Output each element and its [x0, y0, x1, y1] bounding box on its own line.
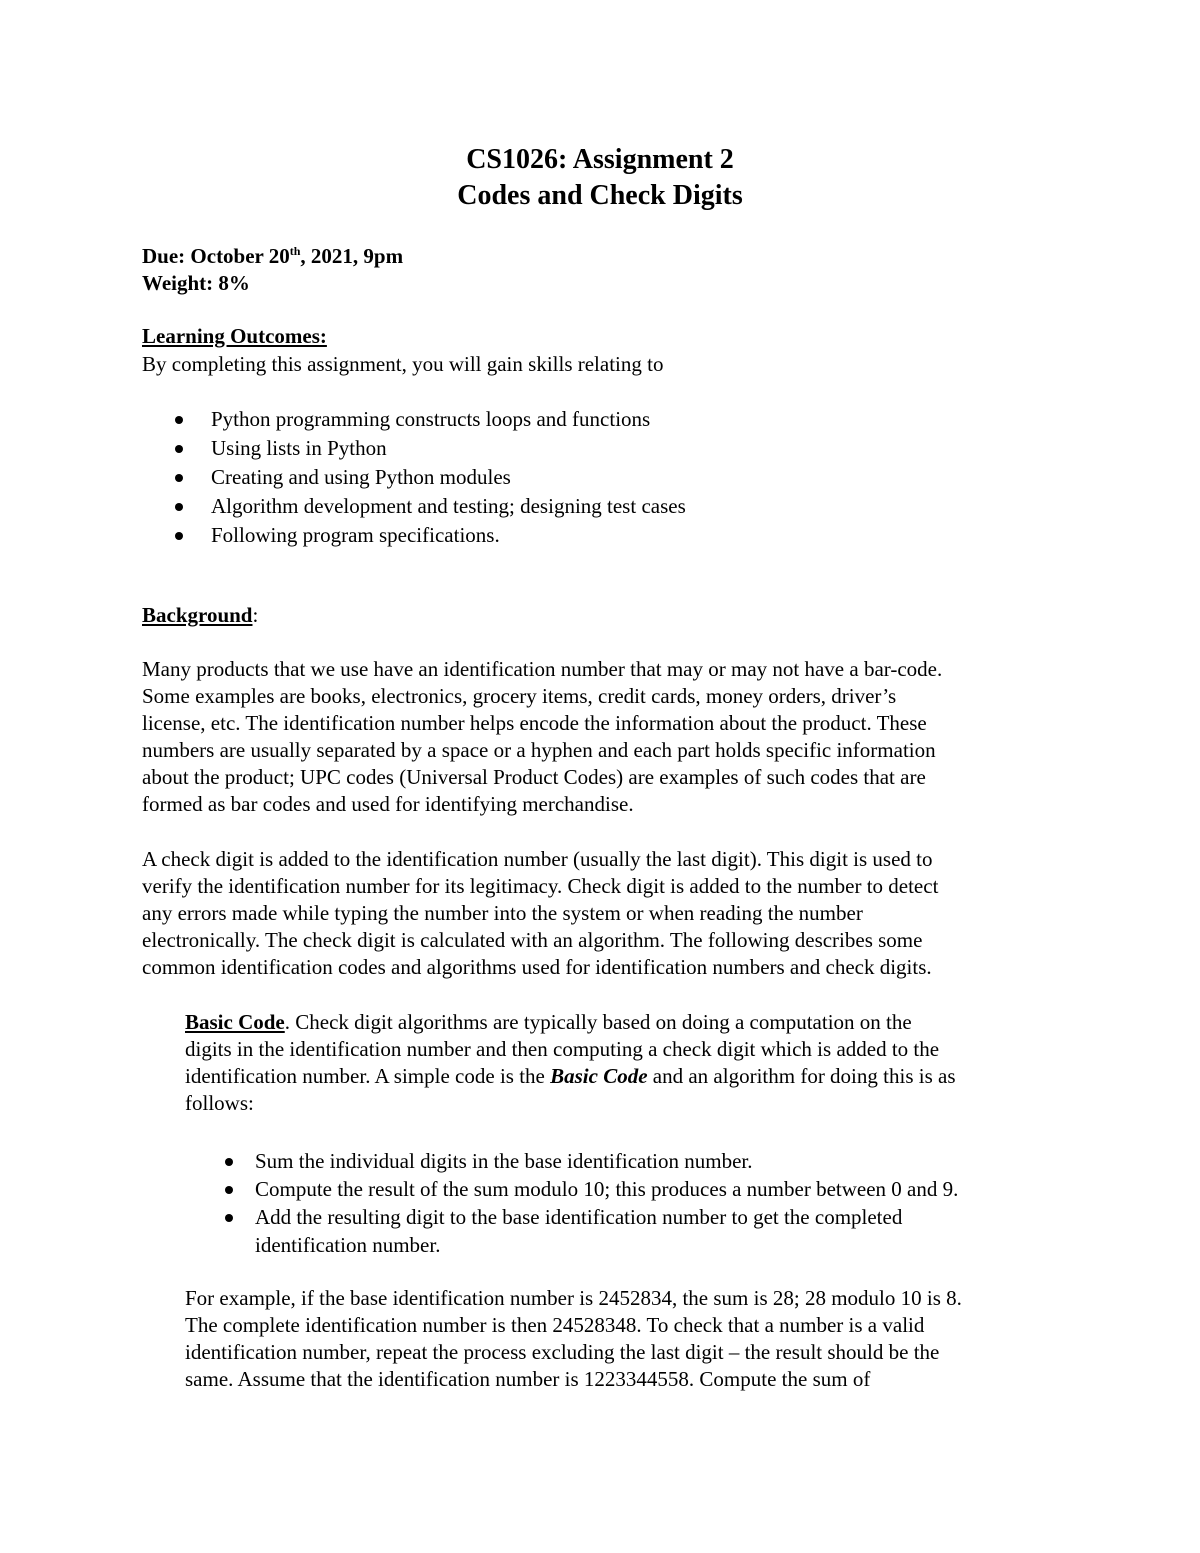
paragraph-line: any errors made while typing the number into the system or when reading the number	[142, 901, 863, 925]
due-date-suffix: , 2021, 9pm	[300, 244, 404, 268]
learning-outcomes-list	[142, 405, 686, 550]
list-item-text: Algorithm development and testing; designing test cases	[211, 494, 686, 518]
list-item	[185, 1203, 958, 1259]
list-item	[142, 405, 686, 434]
due-date	[142, 243, 403, 270]
background-heading-colon: :	[252, 603, 259, 627]
list-item-text: Compute the result of the sum modulo 10; this produces a number between 0 and 9.	[255, 1177, 959, 1201]
background-paragraph-1	[142, 656, 1062, 818]
paragraph-line	[185, 1009, 1065, 1036]
title-block	[0, 142, 1200, 214]
list-item	[185, 1147, 958, 1175]
due-date-superscript: th	[289, 244, 301, 258]
page-title: CS1026: Assignment 2	[466, 144, 734, 175]
paragraph-line: Many products that we use have an identification number that may or may not have a bar-code.	[142, 657, 943, 681]
bullet-icon	[175, 445, 183, 453]
paragraph-line: The complete identification number is then 24528348. To check that a number is a valid	[185, 1313, 925, 1337]
bullet-icon	[175, 503, 183, 511]
paragraph-text: and an algorithm for doing this is as	[647, 1064, 956, 1088]
list-item-text: Add the resulting digit to the base identification number to get the completed	[255, 1205, 903, 1229]
paragraph-line: license, etc. The identification number helps encode the information about the product. These	[142, 711, 927, 735]
paragraph-line: Some examples are books, electronics, grocery items, credit cards, money orders, driver’s	[142, 684, 897, 708]
learning-outcomes-intro: By completing this assignment, you will gain skills relating to	[142, 352, 664, 376]
bullet-icon	[225, 1214, 233, 1222]
bullet-icon	[175, 532, 183, 540]
basic-code-heading: Basic Code	[185, 1010, 285, 1034]
bullet-icon	[175, 416, 183, 424]
paragraph-line	[185, 1063, 1065, 1090]
example-paragraph	[185, 1285, 1065, 1393]
background-heading	[142, 602, 258, 629]
list-item-text: Sum the individual digits in the base identification number.	[255, 1149, 753, 1173]
background-paragraph-2	[142, 846, 1062, 981]
learning-outcomes-heading: Learning Outcomes:	[142, 324, 327, 348]
page-subtitle: Codes and Check Digits	[457, 180, 743, 211]
paragraph-line: numbers are usually separated by a space or a hyphen and each part holds specific information	[142, 738, 936, 762]
list-item-text: identification number.	[255, 1233, 441, 1257]
list-item	[142, 434, 686, 463]
paragraph-line: digits in the identification number and then computing a check digit which is added to the	[185, 1037, 940, 1061]
paragraph-line: For example, if the base identification number is 2452834, the sum is 28; 28 modulo 10 is 8.	[185, 1286, 962, 1310]
basic-code-emphasis: Basic Code	[550, 1064, 648, 1088]
paragraph-line: A check digit is added to the identification number (usually the last digit). This digit is used to	[142, 847, 933, 871]
list-item-text: Creating and using Python modules	[211, 465, 511, 489]
list-item	[185, 1175, 958, 1203]
paragraph-line: formed as bar codes and used for identifying merchandise.	[142, 792, 634, 816]
paragraph-text: identification number. A simple code is the	[185, 1064, 551, 1088]
weight: Weight: 8%	[142, 271, 250, 295]
list-item-text: Using lists in Python	[211, 436, 387, 460]
paragraph-line: same. Assume that the identification number is 1223344558. Compute the sum of	[185, 1367, 871, 1391]
paragraph-line: electronically. The check digit is calculated with an algorithm. The following describes some	[142, 928, 923, 952]
list-item	[142, 463, 686, 492]
paragraph-line: common identification codes and algorithms used for identification numbers and check digits.	[142, 955, 932, 979]
bullet-icon	[225, 1158, 233, 1166]
due-date-text: Due: October 20	[142, 244, 290, 268]
bullet-icon	[225, 1186, 233, 1194]
background-heading-text: Background	[142, 603, 253, 627]
assignment-meta	[142, 243, 403, 297]
basic-code-paragraph	[185, 1009, 1065, 1117]
paragraph-line: verify the identification number for its legitimacy. Check digit is added to the number to detect	[142, 874, 939, 898]
paragraph-line: about the product; UPC codes (Universal Product Codes) are examples of such codes that are	[142, 765, 926, 789]
bullet-icon	[175, 474, 183, 482]
list-item	[142, 492, 686, 521]
paragraph-line: identification number, repeat the process excluding the last digit – the result should be the	[185, 1340, 940, 1364]
paragraph-text: . Check digit algorithms are typically based on doing a computation on the	[284, 1010, 912, 1034]
list-item-text: Following program specifications.	[211, 523, 500, 547]
list-item-text: Python programming constructs loops and functions	[211, 407, 651, 431]
list-item	[142, 521, 686, 550]
basic-code-steps	[185, 1147, 958, 1259]
paragraph-line: follows:	[185, 1091, 254, 1115]
